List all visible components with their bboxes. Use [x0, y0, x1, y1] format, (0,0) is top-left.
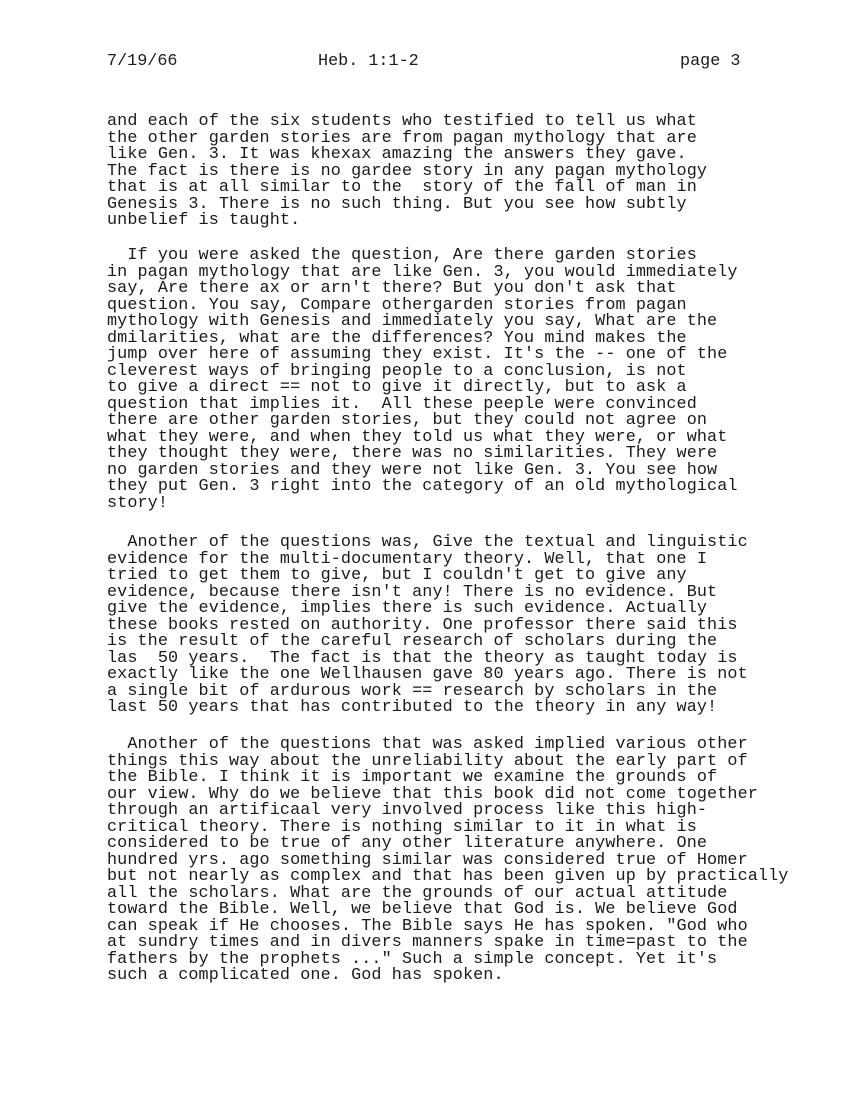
text-line: unbelief is taught.: [107, 211, 301, 230]
text-line: considered to be true of any other literature anywhere. One: [107, 834, 708, 853]
text-line: a single bit of ardurous work == research by scholars in the: [107, 681, 718, 701]
text-line: is the result of the careful research of scholars during the: [107, 632, 718, 651]
text-line: toward the Bible. Well, we believe that God is. We believe God: [107, 900, 738, 919]
text-line: question that implies it. All these peeple were convinced: [107, 394, 697, 414]
text-line: they put Gen. 3 right into the category of an old mythological: [107, 477, 738, 496]
text-line: story!: [107, 493, 169, 513]
text-line: Another of the questions was, Give the textual and linguistic: [107, 533, 748, 552]
text-line: in pagan mythology that are like Gen. 3, you would immediately: [107, 262, 738, 282]
text-line: evidence for the multi-documentary theory. Well, that one I: [107, 549, 708, 569]
text-line: If you were asked the question, Are there garden stories: [107, 246, 697, 265]
text-line: las 50 years. The fact is that the theory as taught today is: [107, 648, 738, 668]
text-line: dmilarities, what are the differences? You mind makes the: [107, 328, 687, 348]
text-line: like Gen. 3. It was khexax amazing the answers they gave.: [107, 145, 687, 164]
text-line: say, Are there ax or arn't there? But you don't ask that: [107, 279, 677, 298]
text-line: cleverest ways of bringing people to a conclusion, is not: [107, 361, 687, 381]
text-line: things this way about the unreliability about the early part of: [107, 751, 748, 771]
text-line: jump over here of assuming they exist. It's the -- one of the: [107, 345, 728, 364]
text-line: such a complicated one. God has spoken.: [107, 966, 504, 985]
text-line: the other garden stories are from pagan mythology that are: [107, 128, 697, 148]
text-line: at sundry times and in divers manners spake in time=past to the: [107, 933, 748, 952]
text-line: they thought they were, there was no similarities. They were: [107, 444, 718, 463]
text-line: tried to get them to give, but I couldn't get to give any: [107, 566, 687, 585]
text-line: evidence, because there isn't any! There is no evidence. But: [107, 582, 718, 602]
text-line: through an artificaal very involved process like this high-: [107, 801, 708, 820]
text-line: can speak if He chooses. The Bible says He has spoken. "God who: [107, 916, 748, 936]
text-line: exactly like the one Wellhausen gave 80 years ago. There is not: [107, 665, 748, 684]
text-line: but not nearly as complex and that has been given up by practically: [107, 867, 789, 886]
text-line: no garden stories and they were not like Gen. 3. You see how: [107, 460, 718, 480]
paragraph-2: [107, 248, 738, 512]
text-line: give the evidence, implies there is such evidence. Actually: [107, 599, 708, 618]
text-line: last 50 years that has contributed to the theory in any way!: [107, 698, 718, 717]
header-page-number: page 3: [680, 52, 741, 71]
text-line: to give a direct == not to give it directly, but to ask a: [107, 378, 687, 397]
text-line: mythology with Genesis and immediately you say, What are the: [107, 312, 718, 331]
text-line: what they were, and when they told us what they were, or what: [107, 427, 728, 447]
text-line: Another of the questions that was asked implied various other: [107, 735, 748, 754]
text-line: Genesis 3. There is no such thing. But you see how subtly: [107, 194, 687, 214]
paragraph-4: [107, 737, 788, 985]
text-line: all the scholars. What are the grounds of our actual attitude: [107, 883, 728, 903]
text-line: The fact is there is no gardee story in any pagan mythology: [107, 161, 708, 181]
header-date: 7/19/66: [107, 52, 178, 71]
text-line: the Bible. I think it is important we examine the grounds of: [107, 768, 718, 787]
text-line: and each of the six students who testified to tell us what: [107, 112, 697, 131]
text-line: that is at all similar to the story of the fall of man in: [107, 178, 697, 197]
text-line: question. You say, Compare othergarden stories from pagan: [107, 295, 687, 315]
text-line: critical theory. There is nothing similar to it in what is: [107, 817, 697, 837]
text-line: fathers by the prophets ..." Such a simple concept. Yet it's: [107, 949, 718, 969]
text-line: our view. Why do we believe that this book did not come together: [107, 784, 758, 804]
paragraph-1: [107, 114, 707, 230]
text-line: these books rested on authority. One professor there said this: [107, 615, 738, 635]
text-line: there are other garden stories, but they could not agree on: [107, 411, 708, 430]
header-scripture-reference: Heb. 1:1-2: [318, 52, 419, 71]
text-line: hundred yrs. ago something similar was considered true of Homer: [107, 850, 748, 870]
paragraph-3: [107, 535, 748, 717]
